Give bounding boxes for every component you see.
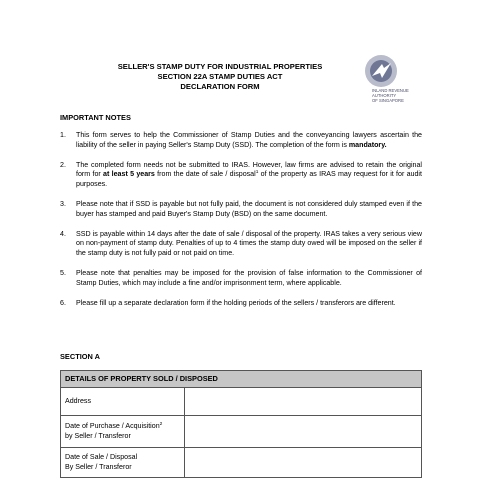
iras-emblem-icon bbox=[364, 54, 398, 88]
address-row bbox=[61, 388, 422, 416]
sale-date-label: Date of Sale / Disposal By Seller / Transferor bbox=[61, 448, 185, 478]
note-item: 5. Please note that penalties may be imposed for the provision of false information to the Commissioner of Stamp Duties, which may include a fine and/or imprisonment term, where applicable. bbox=[60, 268, 422, 287]
note-item: 2. The completed form needs not be submitted to IRAS. However, law firms are advised to retain the original form for at least 5 years from the date of sale / disposal$^1$ of the property as IRAS may request for it for audit purposes. bbox=[60, 160, 422, 188]
sale-date-field[interactable] bbox=[185, 448, 422, 478]
table-header-row bbox=[61, 371, 422, 388]
sale-date-row bbox=[61, 448, 422, 478]
important-notes-heading: IMPORTANT NOTES bbox=[60, 113, 131, 122]
note-item: 4. SSD is payable within 14 days after the date of sale / disposal of the property. IRAS takes a very serious view on non-payment of stamp duty. Penalties of up to 4 times the stamp duty owed will be imposed on the seller if the stamp duty is not fully paid or not paid on time. bbox=[60, 229, 422, 257]
address-field[interactable] bbox=[185, 388, 422, 416]
purchase-date-row bbox=[61, 416, 422, 448]
form-title-line-2: SECTION 22A STAMP DUTIES ACT bbox=[157, 72, 283, 81]
form-title-line-1: SELLER'S STAMP DUTY FOR INDUSTRIAL PROPERTIES bbox=[117, 62, 323, 71]
purchase-date-label: Date of Purchase / Acquisition$^2$ by Seller / Transferor bbox=[61, 416, 185, 448]
iras-logo-text: INLAND REVENUE AUTHORITY OF SINGAPORE bbox=[372, 88, 409, 103]
section-a-heading: SECTION A bbox=[60, 352, 100, 361]
form-title bbox=[60, 62, 380, 92]
notes-list bbox=[60, 131, 422, 319]
note-item: 3. Please note that if SSD is payable but not fully paid, the document is not considered duly stamped even if the buyer has stamped and paid Buyer's Stamp Duty (BSD) on the same document. bbox=[60, 199, 422, 218]
address-label: Address bbox=[61, 388, 185, 416]
table-header: DETAILS OF PROPERTY SOLD / DISPOSED bbox=[61, 371, 422, 388]
iras-logo bbox=[360, 54, 430, 114]
form-title-line-3: DECLARATION FORM bbox=[180, 82, 260, 91]
property-details-table bbox=[60, 370, 422, 478]
purchase-date-field[interactable] bbox=[185, 416, 422, 448]
note-item: 6. Please fill up a separate declaration form if the holding periods of the sellers / transferors are different. bbox=[60, 298, 396, 307]
note-item: 1. This form serves to help the Commissioner of Stamp Duties and the conveyancing lawyers ascertain the liability of the seller in paying Seller's Stamp Duty (SSD). The completion of the form is mandatory. bbox=[60, 131, 422, 149]
